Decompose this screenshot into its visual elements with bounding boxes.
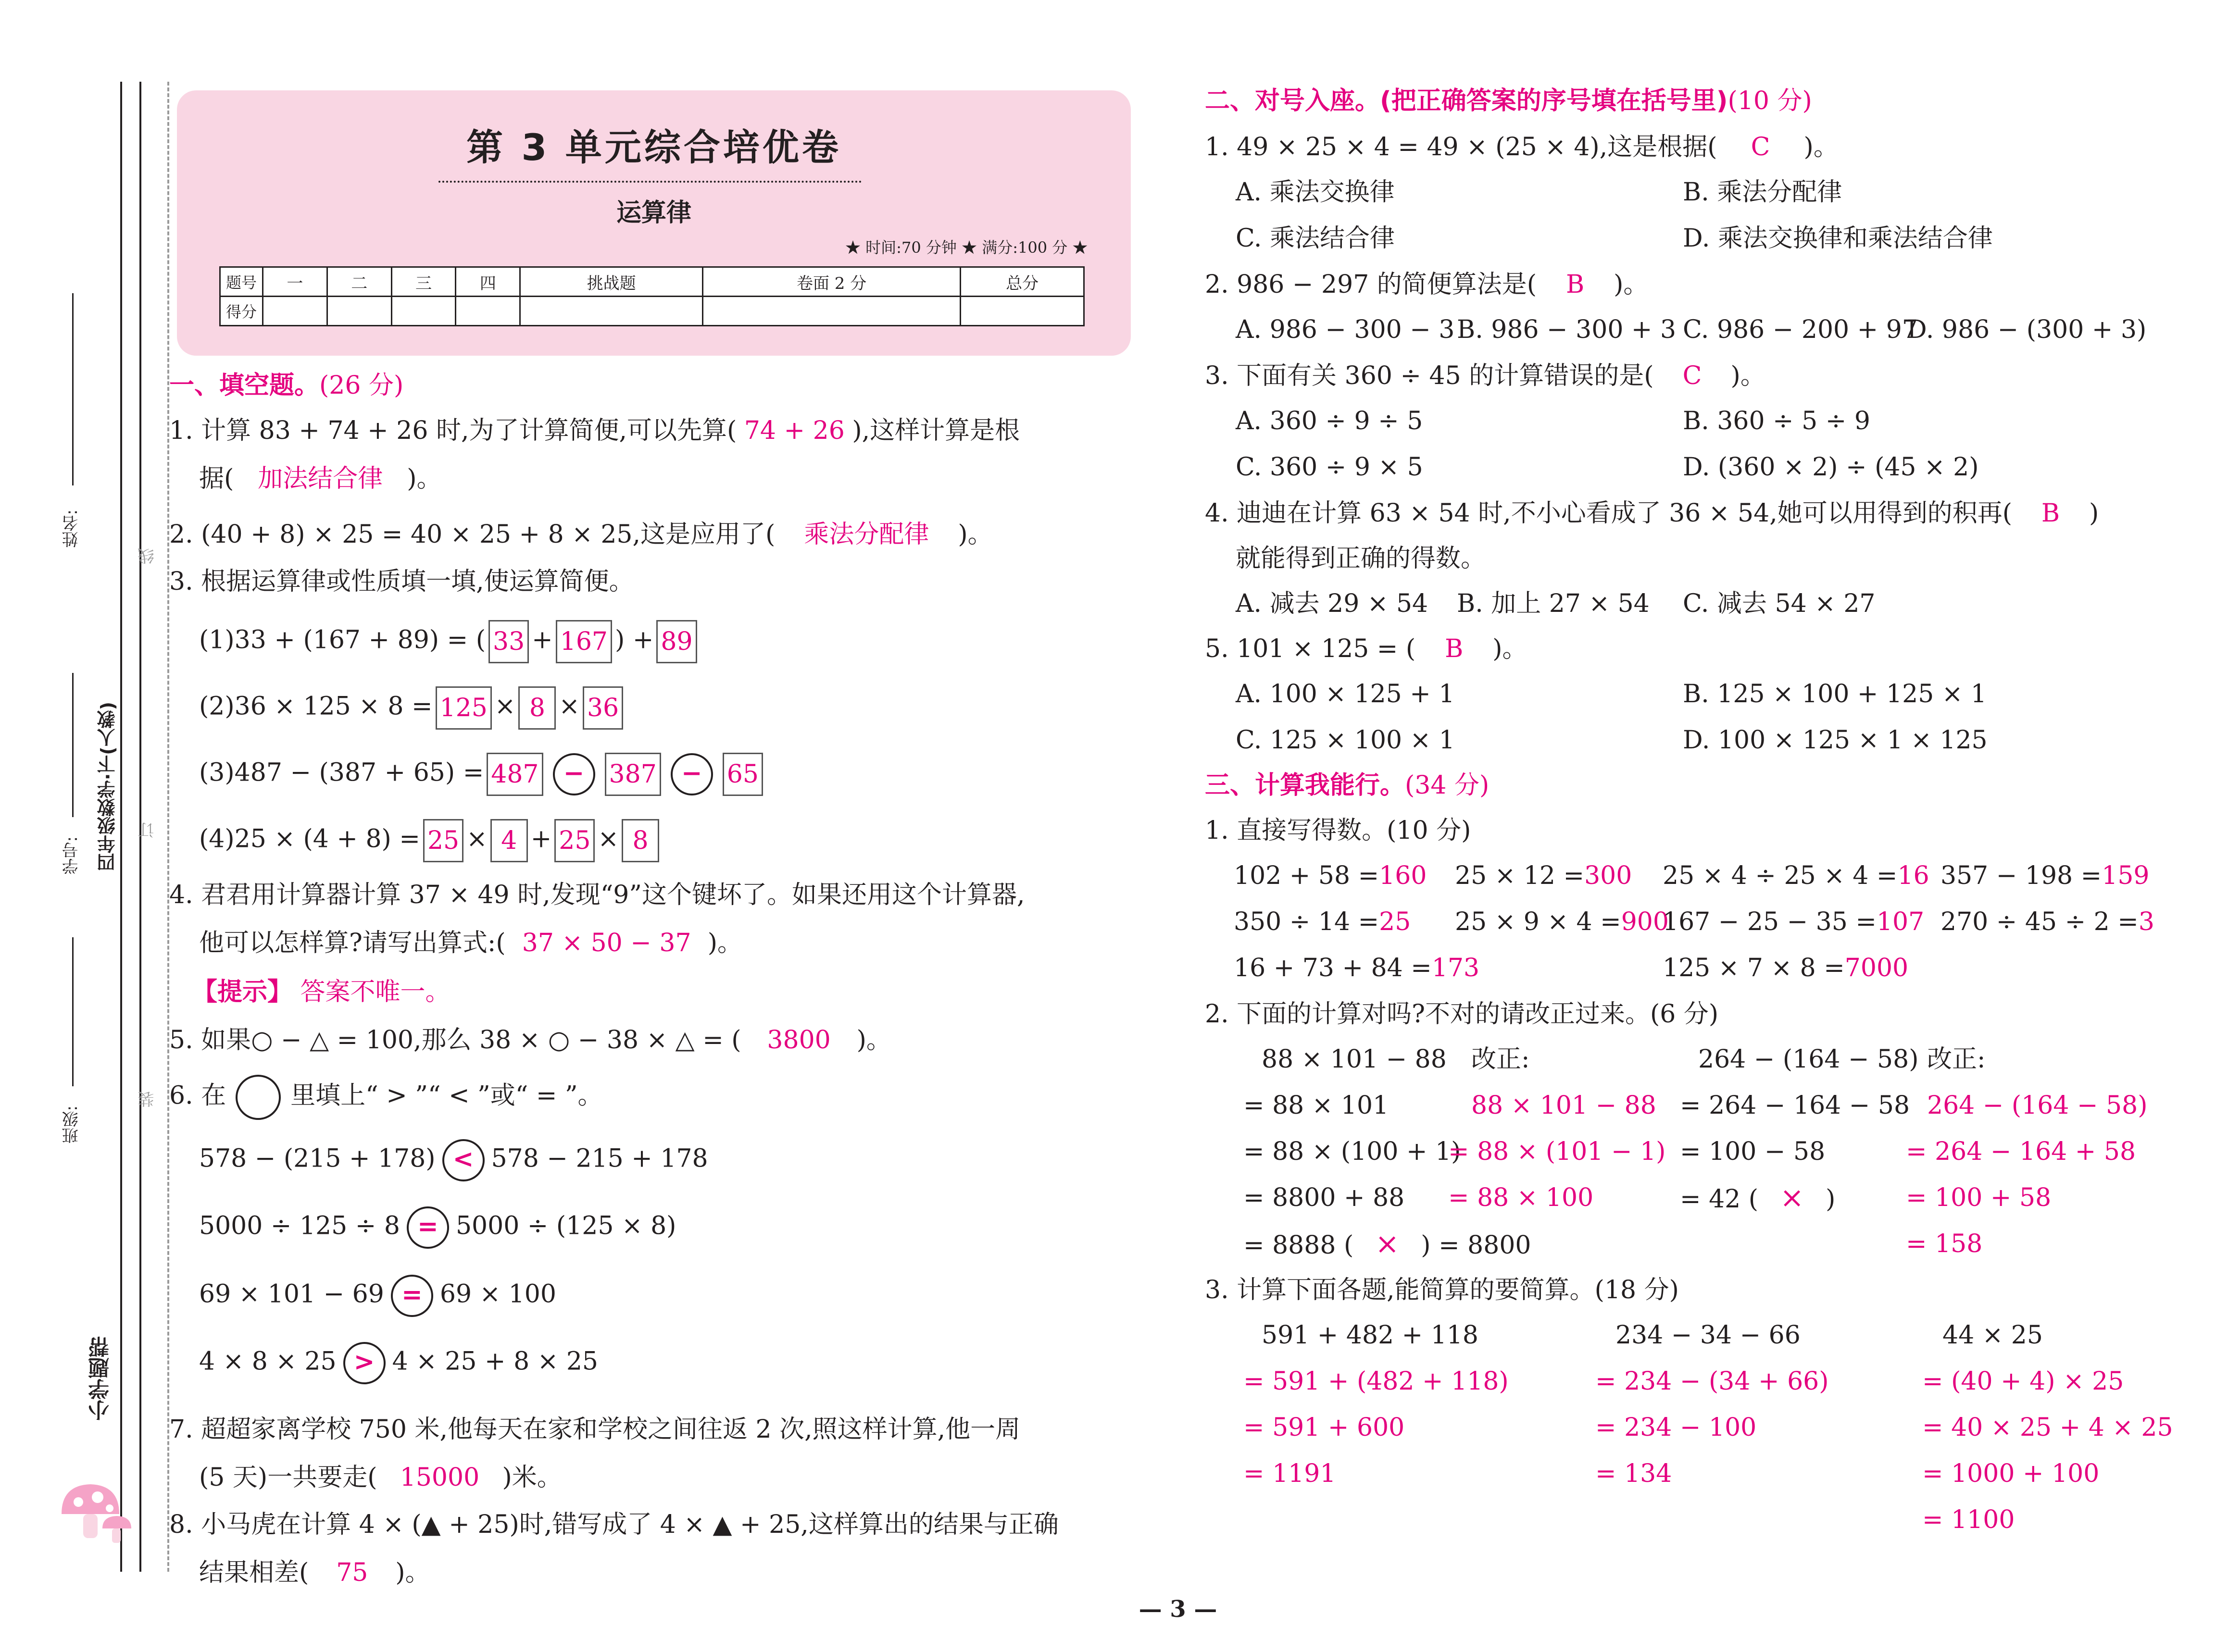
text: × bbox=[559, 692, 580, 721]
text: (2)36 × 125 × 8 = bbox=[199, 692, 433, 721]
score-header: 二 bbox=[327, 267, 391, 297]
s3-q2-left-step: = 88 × (100 + 1) bbox=[1243, 1137, 1461, 1166]
text: )。 bbox=[407, 464, 442, 493]
text: 5. 101 × 125 = ( bbox=[1205, 634, 1416, 663]
text: 据( bbox=[199, 464, 234, 493]
answer-box[interactable]: 89 bbox=[656, 620, 697, 663]
s2-q4-line1 bbox=[1205, 499, 2099, 528]
answer[interactable]: 37 × 50 − 37 bbox=[522, 929, 691, 957]
text: 1. 49 × 25 × 4 = 49 × (25 × 4),这是根据( bbox=[1205, 133, 1717, 161]
score-header: 挑战题 bbox=[520, 267, 703, 297]
s1-q4-line2 bbox=[199, 929, 742, 957]
text: (4)25 × (4 + 8) = bbox=[199, 824, 420, 854]
score-cell[interactable] bbox=[391, 297, 456, 326]
s3-q1-item bbox=[1663, 954, 1908, 982]
s2-q4-opt-a[interactable]: A. 减去 29 × 54 bbox=[1236, 589, 1428, 618]
text: 2. (40 + 8) × 25 = 40 × 25 + 8 × 25,这是应用了( bbox=[169, 520, 776, 549]
s3-q2-left-step bbox=[1243, 1227, 1531, 1261]
text: ) = 8800 bbox=[1421, 1231, 1531, 1260]
text: (3)487 − (387 + 65) = bbox=[199, 758, 484, 787]
text: )。 bbox=[1730, 361, 1765, 390]
class-field[interactable] bbox=[72, 937, 74, 1086]
text: )。 bbox=[856, 1026, 891, 1055]
section-1-points: (26 分) bbox=[319, 371, 404, 400]
section-3-title bbox=[1205, 771, 1489, 800]
score-row-label: 得分 bbox=[220, 297, 263, 326]
text: 270 ÷ 45 ÷ 2 = bbox=[1940, 907, 2139, 936]
text: 1. 计算 83 + 74 + 26 时,为了计算简便,可以先算( bbox=[169, 416, 737, 445]
class-label: 班级: bbox=[62, 1105, 81, 1144]
s3-q2-left-step: = 88 × 101 bbox=[1243, 1091, 1389, 1120]
s3-q1-item bbox=[1663, 907, 1924, 936]
name-field[interactable] bbox=[72, 293, 74, 485]
s1-q3-part3 bbox=[199, 753, 766, 796]
text: (5 天)一共要走( bbox=[199, 1463, 377, 1492]
text: )。 bbox=[707, 929, 742, 957]
s3-q3-col2-step[interactable]: = 234 − (34 + 66) bbox=[1595, 1367, 1829, 1396]
s1-q3-part1 bbox=[199, 620, 700, 663]
text: 25 × 12 = bbox=[1455, 861, 1585, 890]
text: )。 bbox=[395, 1558, 430, 1587]
s2-q4-opt-c[interactable]: C. 减去 54 × 27 bbox=[1683, 589, 1876, 618]
answer-box[interactable]: 36 bbox=[583, 686, 623, 730]
s2-q3-opt-a[interactable]: A. 360 ÷ 9 ÷ 5 bbox=[1236, 407, 1423, 435]
answer-box[interactable]: 8 bbox=[518, 686, 556, 730]
student-id-label: 学号: bbox=[62, 836, 81, 875]
text: ) bbox=[2089, 499, 2099, 528]
page-number: — 3 — bbox=[1139, 1596, 1217, 1623]
s3-q3-stem: 3. 计算下面各题,能简算的要简算。(18 分) bbox=[1205, 1276, 1679, 1304]
s3-q1-item bbox=[1455, 861, 1632, 890]
text: 167 − 25 − 35 = bbox=[1663, 907, 1877, 936]
answer[interactable]: 300 bbox=[1584, 861, 1632, 890]
answer[interactable]: 15000 bbox=[400, 1463, 480, 1492]
s2-q5-opt-c[interactable]: C. 125 × 100 × 1 bbox=[1236, 726, 1455, 755]
text: )。 bbox=[958, 520, 993, 549]
score-cell[interactable] bbox=[327, 297, 391, 326]
score-header: 题号 bbox=[220, 267, 263, 297]
text: 125 × 7 × 8 = bbox=[1663, 954, 1845, 982]
text: 25 × 4 ÷ 25 × 4 = bbox=[1663, 861, 1898, 890]
s3-q2-stem: 2. 下面的计算对吗?不对的请改正过来。(6 分) bbox=[1205, 1000, 1719, 1029]
s2-q1 bbox=[1205, 133, 1839, 161]
s2-q2-opt-b[interactable]: B. 986 − 300 + 3 bbox=[1457, 315, 1677, 344]
s2-q3-opt-c[interactable]: C. 360 ÷ 9 × 5 bbox=[1236, 453, 1423, 482]
s1-q6-stem bbox=[169, 1075, 603, 1120]
answer[interactable]: 173 bbox=[1431, 954, 1480, 982]
s3-q2-left-expr: 88 × 101 − 88 bbox=[1262, 1045, 1447, 1074]
section-2-title bbox=[1205, 87, 1812, 115]
s2-q2-opt-d[interactable]: D. 986 − (300 + 3) bbox=[1907, 315, 2147, 344]
answer-box[interactable]: 4 bbox=[490, 819, 528, 862]
answer[interactable]: 7000 bbox=[1844, 954, 1909, 982]
s3-q2-left-fix[interactable]: = 88 × (101 − 1) bbox=[1448, 1137, 1666, 1166]
text: 3. 下面有关 360 ÷ 45 的计算错误的是( bbox=[1205, 361, 1654, 390]
score-header: 卷面 2 分 bbox=[703, 267, 961, 297]
cut-mark-1: 线 bbox=[138, 548, 157, 564]
s1-q6-row4 bbox=[199, 1342, 598, 1384]
s1-q7-line2 bbox=[199, 1463, 562, 1492]
text: 102 + 58 = bbox=[1234, 861, 1379, 890]
s3-q3-col3-step[interactable]: = 1000 + 100 bbox=[1922, 1459, 2100, 1488]
s3-q3-col1-step[interactable]: = 1191 bbox=[1243, 1459, 1336, 1488]
s1-q1-line2 bbox=[199, 464, 442, 493]
text: 4 × 8 × 25 bbox=[199, 1347, 337, 1376]
text: ) + bbox=[615, 625, 654, 655]
answer[interactable]: B bbox=[1565, 270, 1585, 299]
text: 结果相差( bbox=[199, 1558, 309, 1587]
exam-meta: ★ 时间:70 分钟 ★ 满分:100 分 ★ bbox=[845, 238, 1088, 257]
text: × bbox=[466, 824, 488, 854]
answer[interactable]: C bbox=[1751, 133, 1770, 161]
section-3-title-text: 三、计算我能行。 bbox=[1205, 771, 1405, 800]
answer-box[interactable]: 487 bbox=[487, 753, 543, 796]
s2-q4-line2: 就能得到正确的得数。 bbox=[1236, 544, 1486, 573]
section-1-title bbox=[169, 371, 403, 400]
s1-q3-part2 bbox=[199, 686, 626, 730]
s3-q2-right-fix-label: 改正: bbox=[1927, 1045, 1986, 1074]
s3-q1-item bbox=[1234, 954, 1479, 982]
answer[interactable]: 3800 bbox=[767, 1026, 831, 1055]
s2-q5-opt-d[interactable]: D. 100 × 125 × 1 × 125 bbox=[1683, 726, 1988, 755]
s2-q3-opt-b[interactable]: B. 360 ÷ 5 ÷ 9 bbox=[1683, 407, 1870, 435]
text: 5. 如果○ − △ = 100,那么 38 × ○ − 38 × △ = ( bbox=[169, 1026, 741, 1055]
s1-q6-row3 bbox=[199, 1275, 556, 1317]
s3-q2-right-fix[interactable]: 264 − (164 − 58) bbox=[1927, 1091, 2148, 1120]
text: 69 × 101 − 69 bbox=[199, 1279, 384, 1309]
text: )。 bbox=[1492, 634, 1527, 663]
s1-q6-row1 bbox=[199, 1139, 708, 1181]
text: 357 − 198 = bbox=[1940, 861, 2102, 890]
text: 他可以怎样算?请写出算式:( bbox=[199, 929, 506, 957]
answer-box[interactable]: 65 bbox=[723, 753, 763, 796]
s1-q4-line1: 4. 君君用计算器计算 37 × 49 时,发现“9”这个键坏了。如果还用这个计算器, bbox=[169, 881, 1025, 909]
answer[interactable]: 25 bbox=[1379, 907, 1411, 936]
answer-box[interactable]: 167 bbox=[556, 620, 612, 663]
s2-q2-opt-c[interactable]: C. 986 − 200 + 97 bbox=[1683, 315, 1918, 344]
answer-circle[interactable]: > bbox=[343, 1342, 386, 1384]
s3-q2-right-fix[interactable]: = 158 bbox=[1906, 1230, 1983, 1258]
score-cell[interactable] bbox=[961, 297, 1084, 326]
s1-q2 bbox=[169, 520, 993, 549]
answer[interactable]: 74 + 26 bbox=[744, 416, 845, 445]
hint-tag: 【提示】 bbox=[192, 978, 293, 1006]
s2-q1-opt-b[interactable]: B. 乘法分配律 bbox=[1683, 178, 1842, 207]
text: = 8888 ( bbox=[1243, 1231, 1354, 1260]
text: + bbox=[532, 625, 553, 655]
text: 69 × 100 bbox=[439, 1279, 556, 1309]
s1-q8-line2 bbox=[199, 1558, 430, 1587]
cut-line bbox=[167, 82, 169, 1572]
text: 25 × 9 × 4 = bbox=[1455, 907, 1621, 936]
section-3-points: (34 分) bbox=[1405, 771, 1490, 800]
section-2-title-text: 二、对号入座。(把正确答案的序号填在括号里) bbox=[1205, 87, 1728, 115]
text: 5000 ÷ (125 × 8) bbox=[455, 1211, 676, 1241]
s3-q1-item bbox=[1234, 861, 1427, 890]
score-cell[interactable] bbox=[520, 297, 703, 326]
s3-q3-col2-step[interactable]: = 234 − 100 bbox=[1595, 1413, 1757, 1442]
s3-q3-col3-expr: 44 × 25 bbox=[1942, 1321, 2043, 1350]
text: 2. 986 − 297 的简便算法是( bbox=[1205, 270, 1537, 299]
answer[interactable]: C bbox=[1682, 361, 1702, 390]
answer-circle[interactable]: − bbox=[553, 753, 595, 795]
s3-q1-item bbox=[1234, 907, 1411, 936]
text: × bbox=[494, 692, 516, 721]
answer-box[interactable]: 25 bbox=[554, 819, 595, 862]
s2-q1-opt-d[interactable]: D. 乘法交换律和乘法结合律 bbox=[1683, 224, 1993, 253]
s2-q5-opt-b[interactable]: B. 125 × 100 + 125 × 1 bbox=[1683, 680, 1987, 708]
s3-q2-right-step: = 264 − 164 − 58 bbox=[1680, 1091, 1910, 1120]
s2-q5-opt-a[interactable]: A. 100 × 125 + 1 bbox=[1236, 680, 1455, 708]
answer-box[interactable]: 387 bbox=[605, 753, 661, 796]
text: ) bbox=[1826, 1185, 1836, 1214]
answer[interactable]: 160 bbox=[1379, 861, 1427, 890]
s3-q3-col1-expr: 591 + 482 + 118 bbox=[1262, 1321, 1479, 1350]
s2-q3-opt-d[interactable]: D. (360 × 2) ÷ (45 × 2) bbox=[1683, 453, 1979, 482]
score-cell[interactable] bbox=[703, 297, 961, 326]
text: 4 × 25 + 8 × 25 bbox=[392, 1347, 598, 1376]
text: × bbox=[598, 824, 619, 854]
answer[interactable]: 加法结合律 bbox=[258, 464, 383, 493]
s3-q1-item bbox=[1940, 861, 2150, 890]
s3-q3-col1-step[interactable]: = 591 + (482 + 118) bbox=[1243, 1367, 1509, 1396]
score-header: 三 bbox=[391, 267, 456, 297]
text: = 42 ( bbox=[1680, 1185, 1759, 1214]
s1-q1-line1 bbox=[169, 416, 1020, 445]
cut-mark-3: 装 bbox=[138, 1091, 157, 1107]
s3-q2-left-fix[interactable]: = 88 × 100 bbox=[1448, 1183, 1594, 1212]
s3-q3-col3-step[interactable]: = (40 + 4) × 25 bbox=[1922, 1367, 2124, 1396]
text: 578 − 215 + 178 bbox=[491, 1144, 708, 1173]
score-cell[interactable] bbox=[456, 297, 520, 326]
s3-q2-right-fix[interactable]: = 264 − 164 + 58 bbox=[1906, 1137, 2136, 1166]
name-label: 姓名: bbox=[62, 509, 81, 548]
s2-q4-opt-b[interactable]: B. 加上 27 × 54 bbox=[1457, 589, 1650, 618]
answer[interactable]: 900 bbox=[1621, 907, 1669, 936]
s1-q3-part4 bbox=[199, 819, 662, 862]
answer-circle[interactable]: = bbox=[391, 1275, 433, 1317]
s3-q2-left-step: = 8800 + 88 bbox=[1243, 1183, 1405, 1212]
text: 350 ÷ 14 = bbox=[1234, 907, 1379, 936]
answer[interactable]: 3 bbox=[2138, 907, 2154, 936]
text: )米。 bbox=[502, 1463, 562, 1492]
text: )。 bbox=[1803, 133, 1839, 161]
s3-q3-col3-step[interactable]: = 1100 bbox=[1922, 1505, 2015, 1534]
answer-circle[interactable]: < bbox=[442, 1139, 485, 1181]
s3-q1-item bbox=[1940, 907, 2154, 936]
s3-q2-left-fix-label: 改正: bbox=[1471, 1045, 1530, 1074]
s3-q3-col2-expr: 234 − 34 − 66 bbox=[1615, 1321, 1801, 1350]
answer-box[interactable]: 125 bbox=[436, 686, 492, 730]
page-title: 第 3 单元综合培优卷 bbox=[466, 126, 841, 169]
score-header: 一 bbox=[263, 267, 327, 297]
student-id-field[interactable] bbox=[72, 673, 74, 817]
text: 4. 迪迪在计算 63 × 54 时,不小心看成了 36 × 54,她可以用得到的积再( bbox=[1205, 499, 2013, 528]
s2-q1-opt-a[interactable]: A. 乘法交换律 bbox=[1236, 178, 1395, 207]
answer-box[interactable]: 8 bbox=[622, 819, 659, 862]
s3-q1-item bbox=[1455, 907, 1669, 936]
s2-q1-opt-c[interactable]: C. 乘法结合律 bbox=[1236, 224, 1395, 253]
brand-label: 小学题帮 bbox=[88, 1336, 113, 1421]
s2-q3 bbox=[1205, 361, 1765, 390]
text: 6. 在 bbox=[169, 1081, 226, 1110]
s3-q1-item bbox=[1663, 861, 1929, 890]
hint-text: 答案不唯一。 bbox=[300, 978, 451, 1006]
s3-q3-col3-step[interactable]: = 40 × 25 + 4 × 25 bbox=[1922, 1413, 2173, 1442]
s2-q2 bbox=[1205, 270, 1648, 299]
answer-box[interactable]: 25 bbox=[423, 819, 463, 862]
s3-q2-left-fix[interactable]: 88 × 101 − 88 bbox=[1471, 1091, 1656, 1120]
score-header: 总分 bbox=[961, 267, 1084, 297]
answer[interactable]: B bbox=[2041, 499, 2060, 528]
judgement-mark[interactable]: × bbox=[1779, 1181, 1804, 1215]
answer[interactable]: B bbox=[1445, 634, 1464, 663]
answer[interactable]: 159 bbox=[2102, 861, 2150, 890]
text: + bbox=[530, 824, 552, 854]
s1-q8-line1: 8. 小马虎在计算 4 × (▲ + 25)时,错写成了 4 × ▲ + 25,这样算出的结果与正确 bbox=[169, 1510, 1059, 1539]
text: 578 − (215 + 178) bbox=[199, 1144, 436, 1173]
answer-circle[interactable]: = bbox=[407, 1206, 449, 1249]
answer-box[interactable]: 33 bbox=[488, 620, 529, 663]
s3-q2-right-expr: 264 − (164 − 58) bbox=[1698, 1045, 1919, 1074]
answer[interactable]: 107 bbox=[1876, 907, 1925, 936]
section-1-title-text: 一、填空题。 bbox=[169, 371, 320, 400]
cut-mark-2: 订 bbox=[138, 822, 157, 838]
s3-q2-right-fix[interactable]: = 100 + 58 bbox=[1906, 1183, 2052, 1212]
s2-q2-opt-a[interactable]: A. 986 − 300 − 3 bbox=[1236, 315, 1455, 344]
score-cell[interactable] bbox=[263, 297, 327, 326]
s2-q5 bbox=[1205, 634, 1527, 663]
s3-q2-right-step bbox=[1680, 1183, 1835, 1214]
book-label: 四年级数学·下(人教) bbox=[97, 702, 118, 872]
text: )。 bbox=[1614, 270, 1649, 299]
s3-q2-right-step: = 100 − 58 bbox=[1680, 1137, 1826, 1166]
text: ),这样计算是根 bbox=[852, 416, 1020, 445]
section-2-points: (10 分) bbox=[1727, 87, 1812, 115]
circle-icon bbox=[236, 1075, 281, 1120]
page-subtitle: 运算律 bbox=[616, 199, 691, 227]
score-table bbox=[219, 266, 1085, 326]
s3-q1-stem: 1. 直接写得数。(10 分) bbox=[1205, 816, 1471, 845]
s3-q3-col2-step[interactable]: = 134 bbox=[1595, 1459, 1672, 1488]
judgement-mark[interactable]: × bbox=[1375, 1227, 1400, 1261]
s1-q7-line1: 7. 超超家离学校 750 米,他每天在家和学校之间往返 2 次,照这样计算,他一周 bbox=[169, 1415, 1021, 1444]
text: (1)33 + (167 + 89) = ( bbox=[199, 625, 486, 655]
text: 里填上“ > ”“ < ”或“ = ”。 bbox=[290, 1081, 603, 1110]
s1-q5 bbox=[169, 1026, 891, 1055]
s1-q3-stem: 3. 根据运算律或性质填一填,使运算简便。 bbox=[169, 567, 634, 596]
s1-q4-hint bbox=[192, 978, 451, 1006]
answer[interactable]: 75 bbox=[336, 1558, 368, 1587]
answer[interactable]: 乘法分配律 bbox=[804, 520, 929, 549]
text: 5000 ÷ 125 ÷ 8 bbox=[199, 1211, 400, 1241]
text: 16 + 73 + 84 = bbox=[1234, 954, 1432, 982]
s1-q6-row2 bbox=[199, 1206, 676, 1249]
s3-q3-col1-step[interactable]: = 591 + 600 bbox=[1243, 1413, 1405, 1442]
answer-circle[interactable]: − bbox=[671, 753, 713, 795]
answer[interactable]: 16 bbox=[1897, 861, 1929, 890]
mushroom-logo-icon bbox=[57, 1476, 134, 1548]
score-header: 四 bbox=[456, 267, 520, 297]
title-divider bbox=[438, 181, 862, 183]
